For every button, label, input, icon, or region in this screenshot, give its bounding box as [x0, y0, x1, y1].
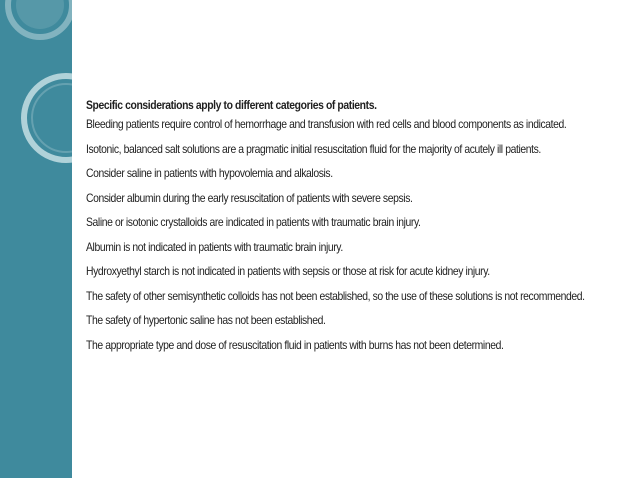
text-line: The safety of hypertonic saline has not been established. — [86, 313, 326, 327]
text-line: Bleeding patients require control of hemorrhage and transfusion with red cells and blood components as indicated. — [86, 117, 567, 131]
text-line: Saline or isotonic crystalloids are indicated in patients with traumatic brain injury. — [86, 215, 421, 229]
text-line: Consider saline in patients with hypovolemia and alkalosis. — [86, 166, 333, 180]
text-line: Albumin is not indicated in patients with traumatic brain injury. — [86, 239, 343, 254]
text-line: Hydroxyethyl starch is not indicated in patients with sepsis or those at risk for acute kidney injury. — [86, 264, 490, 278]
text-line: Isotonic, balanced salt solutions are a pragmatic initial resuscitation fluid for the majority of acutely ill patients. — [86, 141, 541, 156]
text-line: The safety of other semisynthetic colloids has not been established, so the use of these solutions is not recommended. — [86, 288, 585, 303]
text-line: Consider albumin during the early resuscitation of patients with severe sepsis. — [86, 190, 413, 205]
slide-content — [86, 98, 634, 362]
decorative-side-band — [0, 0, 72, 478]
text-line: The appropriate type and dose of resuscitation fluid in patients with burns has not been determined. — [86, 337, 504, 352]
slide-heading: Specific considerations apply to different categories of patients. — [86, 98, 377, 112]
decorative-rings-graphic — [0, 0, 72, 478]
